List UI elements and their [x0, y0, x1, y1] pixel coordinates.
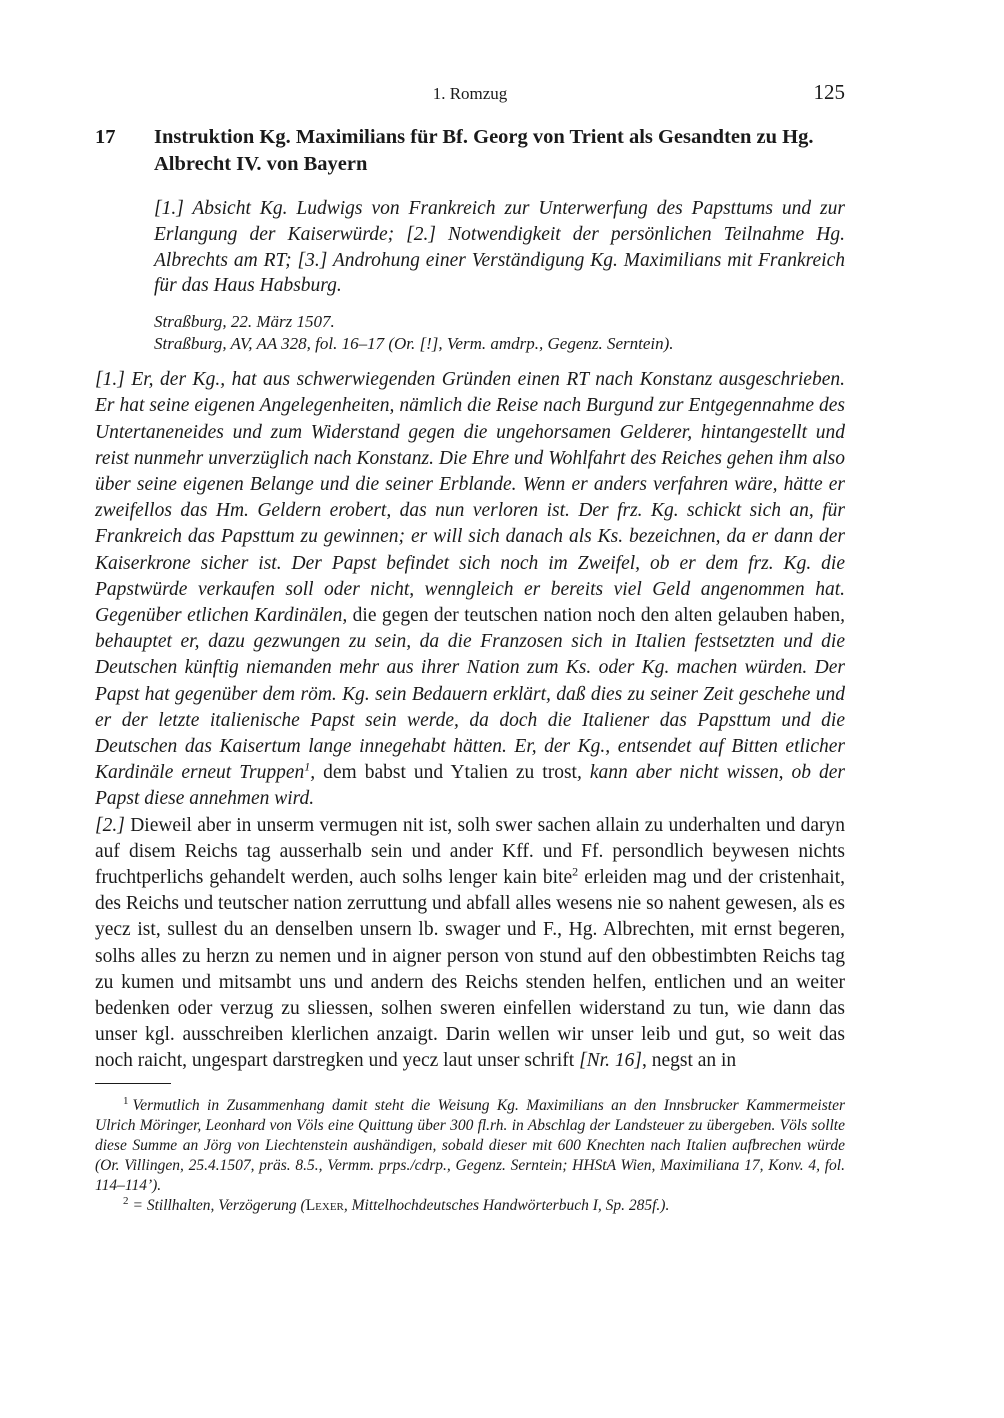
quoted-text: erleiden mag und der cristenhait, des Reichs und teutscher nation zerruttung und abfall alles wesens nie so nahent gewesen, als es yecz ist, sullest du an denselben unsern lb. swager und F., Hg. Albrechten, mit ernst begeren, solhs alles zu herzn zu nemen und in aigner person von stund auf den obbestimbten Reichs tag zu kumen und mitsambt uns und andern des Reichs stenden helfen, entlichen und an weiter bedenken oder verzug zu sliessen, solhen sweren einfellen widerstand zu tun, wie dann das unser kgl. ausschreiben klerlichen anzaigt. Darin wellen wir unser leib und gut, so weit das noch raicht, ungespart darstregken und yecz laut unser schrift: [95, 867, 845, 1072]
running-head: [95, 78, 845, 112]
quoted-text: dem babst und Ytalien zu trost: [315, 762, 577, 784]
summary-text: ,: [310, 762, 316, 784]
running-title: 1. Romzug: [432, 84, 508, 103]
page-number: 125: [813, 80, 845, 104]
quoted-text: die gegen der teutschen nation noch den alten gelauben haben: [347, 605, 841, 627]
section-marker: [2.]: [95, 814, 125, 836]
summary-text: , behauptet er, dazu gezwungen zu sein, da die Franzosen sich in Italien festsetzten und die Deutschen künftig niemanden mehr aus ihrer Nation zum Ks. oder Kg. machen würden. Der Papst hat gegenüber dem röm. Kg. sein Bedauern erklärt, daß dies zu seiner Zeit geschehe und er der letzte italienische Papst sein werde, da doch die Italiener das Papsttum und die Deutschen das Kaisertum lange innegehabt hätten. Er, der Kg., entsendet auf Bitten etlicher Kardinäle erneut Truppen: [95, 605, 846, 784]
footnote-2: [95, 1196, 845, 1216]
quoted-text: , negst an in: [641, 1050, 737, 1072]
document-body: [95, 367, 845, 1074]
summary-text: [1.] Er, der Kg., hat aus schwerwiegenden Gründen einen RT nach Konstanz ausgeschrieben. Er hat seine eigenen Angelegenheiten, nämlich die Reise nach Burgund zur Entgegennahme des Untertaneneides und zum Widerstand gegen die ungehorsamen Gelderer, hintangestellt und reist nunmehr unverzüglich nach Konstanz. Die Ehre und Wohlfahrt des Reiches gehen ihm also über seine eigenen Belange und die seiner Erblande. Wenn er anders verfahren wäre, hätte er zweifellos das Hm. Geldern erobert, das nun verloren ist. Der frz. Kg. schickt sich an, für Frankreich das Papsttum zu gewinnen; er will sich danach als Ks. bezeichnen, da er dann der Kaiserkrone sicher ist. Der Papst befindet sich noch im Zweifel, ob er dem frz. Kg. die Papstwürde verkaufen soll oder nicht, wenngleich er bereits viel Geld angenommen hat. Gegenüber etlichen Kardinälen,: [95, 369, 845, 627]
body-paragraph-2: [95, 813, 845, 1075]
footnote-rule: [95, 1083, 171, 1084]
quoted-text: Dieweil aber in unserm vermugen nit ist, solh swer sachen allain zu underhalten und daryn auf disem Reichs tag ausserhalb sein und ander Kff. und Ff. persondlich beywesen nichts fruchtperlichs gehandelt werden, auch solhs lenger kain bite: [95, 814, 845, 889]
body-paragraph-1: [95, 367, 845, 812]
footnote-author: Lexer: [305, 1196, 344, 1214]
footnote-reference-1[interactable]: 1: [304, 759, 311, 774]
footnote-marker: 1: [123, 1094, 129, 1107]
summary-text: , kann aber nicht wissen, ob der Papst diese annehmen wird.: [95, 762, 845, 810]
document-title: Instruktion Kg. Maximilians für Bf. Georg von Trient als Gesandten zu Hg. Albrecht IV. von Bayern: [154, 126, 814, 175]
document-regest: [1.] Absicht Kg. Ludwigs von Frankreich zur Unterwerfung des Papsttums und zur Erlangung der Kaiserwürde; [2.] Notwendigkeit der persönlichen Teilnahme Hg. Albrechts am RT; [3.] Androhung einer Verständigung Kg. Maximilians mit Frankreich für das Haus Habsburg.: [154, 198, 845, 297]
page: [95, 78, 845, 1216]
footnote-text: Vermutlich in Zusammenhang damit steht die Weisung Kg. Maximilians an den Innsbrucker Kammermeister Ulrich Möringer, Leonhard von Völs eine Quittung über 300 fl.rh. in Abschlag der Landsteuer zu übergeben. Völs sollte diese Summe an Jörg von Liechtenstein aushändigen, sobald dieser mit 600 Knechten nach Italien aufbrechen würde (Or. Villingen, 25.4.1507, präs. 8.5., Vermm. prps./cdrp., Gegenz. Serntein; HHStA Wien, Maximiliana 17, Konv. 4, fol. 114–114’).: [95, 1096, 845, 1194]
footnote-marker: 2: [123, 1194, 129, 1207]
footnote-reference-2[interactable]: 2: [572, 864, 579, 879]
cross-reference[interactable]: [Nr. 16]: [579, 1050, 642, 1072]
document-date-place: Straßburg, 22. März 1507.: [154, 312, 335, 332]
footnote-text: = Stillhalten, Verzögerung (: [132, 1196, 306, 1214]
document-heading: [95, 124, 845, 178]
document-source: Straßburg, AV, AA 328, fol. 16–17 (Or. [!], Verm. amdrp., Gegenz. Serntein).: [154, 334, 674, 354]
footnote-1: [95, 1096, 845, 1196]
footnote-text: , Mittelhochdeutsches Handwörterbuch I, Sp. 285f.).: [343, 1196, 670, 1214]
footnotes: [95, 1096, 845, 1216]
document-number: 17: [95, 126, 116, 148]
